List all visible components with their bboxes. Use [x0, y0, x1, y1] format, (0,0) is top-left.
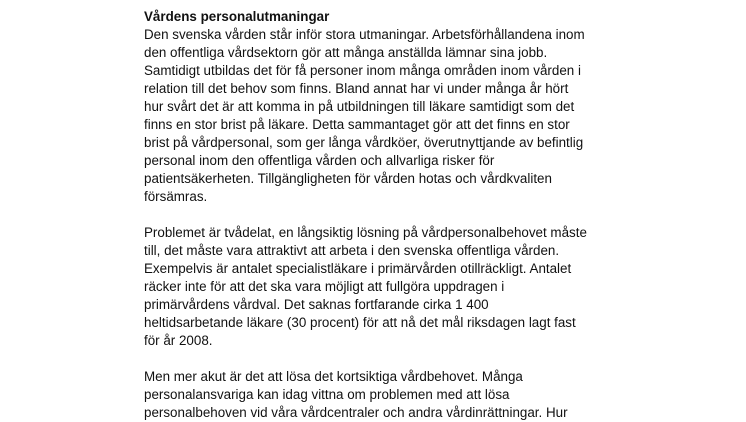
- paragraph-spacer: [144, 206, 614, 224]
- text-line: till, det måste vara attraktivt att arbeta i den svenska offentliga vården.: [144, 243, 560, 258]
- text-line: Samtidigt utbildas det för få personer inom många områden inom vården i: [144, 63, 581, 78]
- text-line: Men mer akut är det att lösa det kortsiktiga vårdbehovet. Många: [144, 369, 523, 384]
- paragraph-1: [144, 26, 614, 206]
- text-line: Den svenska vården står inför stora utmaningar. Arbetsförhållandena inom: [144, 27, 585, 42]
- document-body: [144, 8, 614, 422]
- text-line: personalansvariga kan idag vittna om problemen med att lösa: [144, 387, 510, 402]
- text-line: heltidsarbetande läkare (30 procent) för att nå det mål riksdagen lagt fast: [144, 315, 576, 330]
- paragraph-2: [144, 224, 614, 350]
- text-line: relation till det behov som finns. Bland annat har vi under många år hört: [144, 81, 569, 96]
- paragraph-3: [144, 368, 614, 422]
- paragraph-spacer: [144, 350, 614, 368]
- text-line: hur svårt det är att komma in på utbildningen till läkare samtidigt som det: [144, 99, 575, 114]
- text-line: Problemet är tvådelat, en långsiktig lösning på vårdpersonalbehovet måste: [144, 225, 587, 240]
- text-line: brist på vårdpersonal, som ger långa vårdköer, överutnyttjande av befintlig: [144, 135, 584, 150]
- text-line: finns en stor brist på läkare. Detta sammantaget gör att det finns en stor: [144, 117, 570, 132]
- text-line: för år 2008.: [144, 333, 213, 348]
- text-line: primärvårdens vårdval. Det saknas fortfarande cirka 1 400: [144, 297, 489, 312]
- text-line: försämras.: [144, 189, 208, 204]
- text-line: Exempelvis är antalet specialistläkare i primärvården otillräckligt. Antalet: [144, 261, 572, 276]
- text-line: personal inom den offentliga vården och allvarliga risker för: [144, 153, 495, 168]
- text-line: räcker inte för att det ska vara möjligt att fullgöra uppdragen i: [144, 279, 505, 294]
- text-line: den offentliga vårdsektorn gör att många anställda lämnar sina jobb.: [144, 45, 548, 60]
- text-line: personalbehoven vid våra vårdcentraler och andra vårdinrättningar. Hur: [144, 405, 568, 420]
- text-line: patientsäkerheten. Tillgängligheten för vården hotas och vårdkvaliten: [144, 171, 552, 186]
- document-title: Vårdens personalutmaningar: [144, 9, 330, 24]
